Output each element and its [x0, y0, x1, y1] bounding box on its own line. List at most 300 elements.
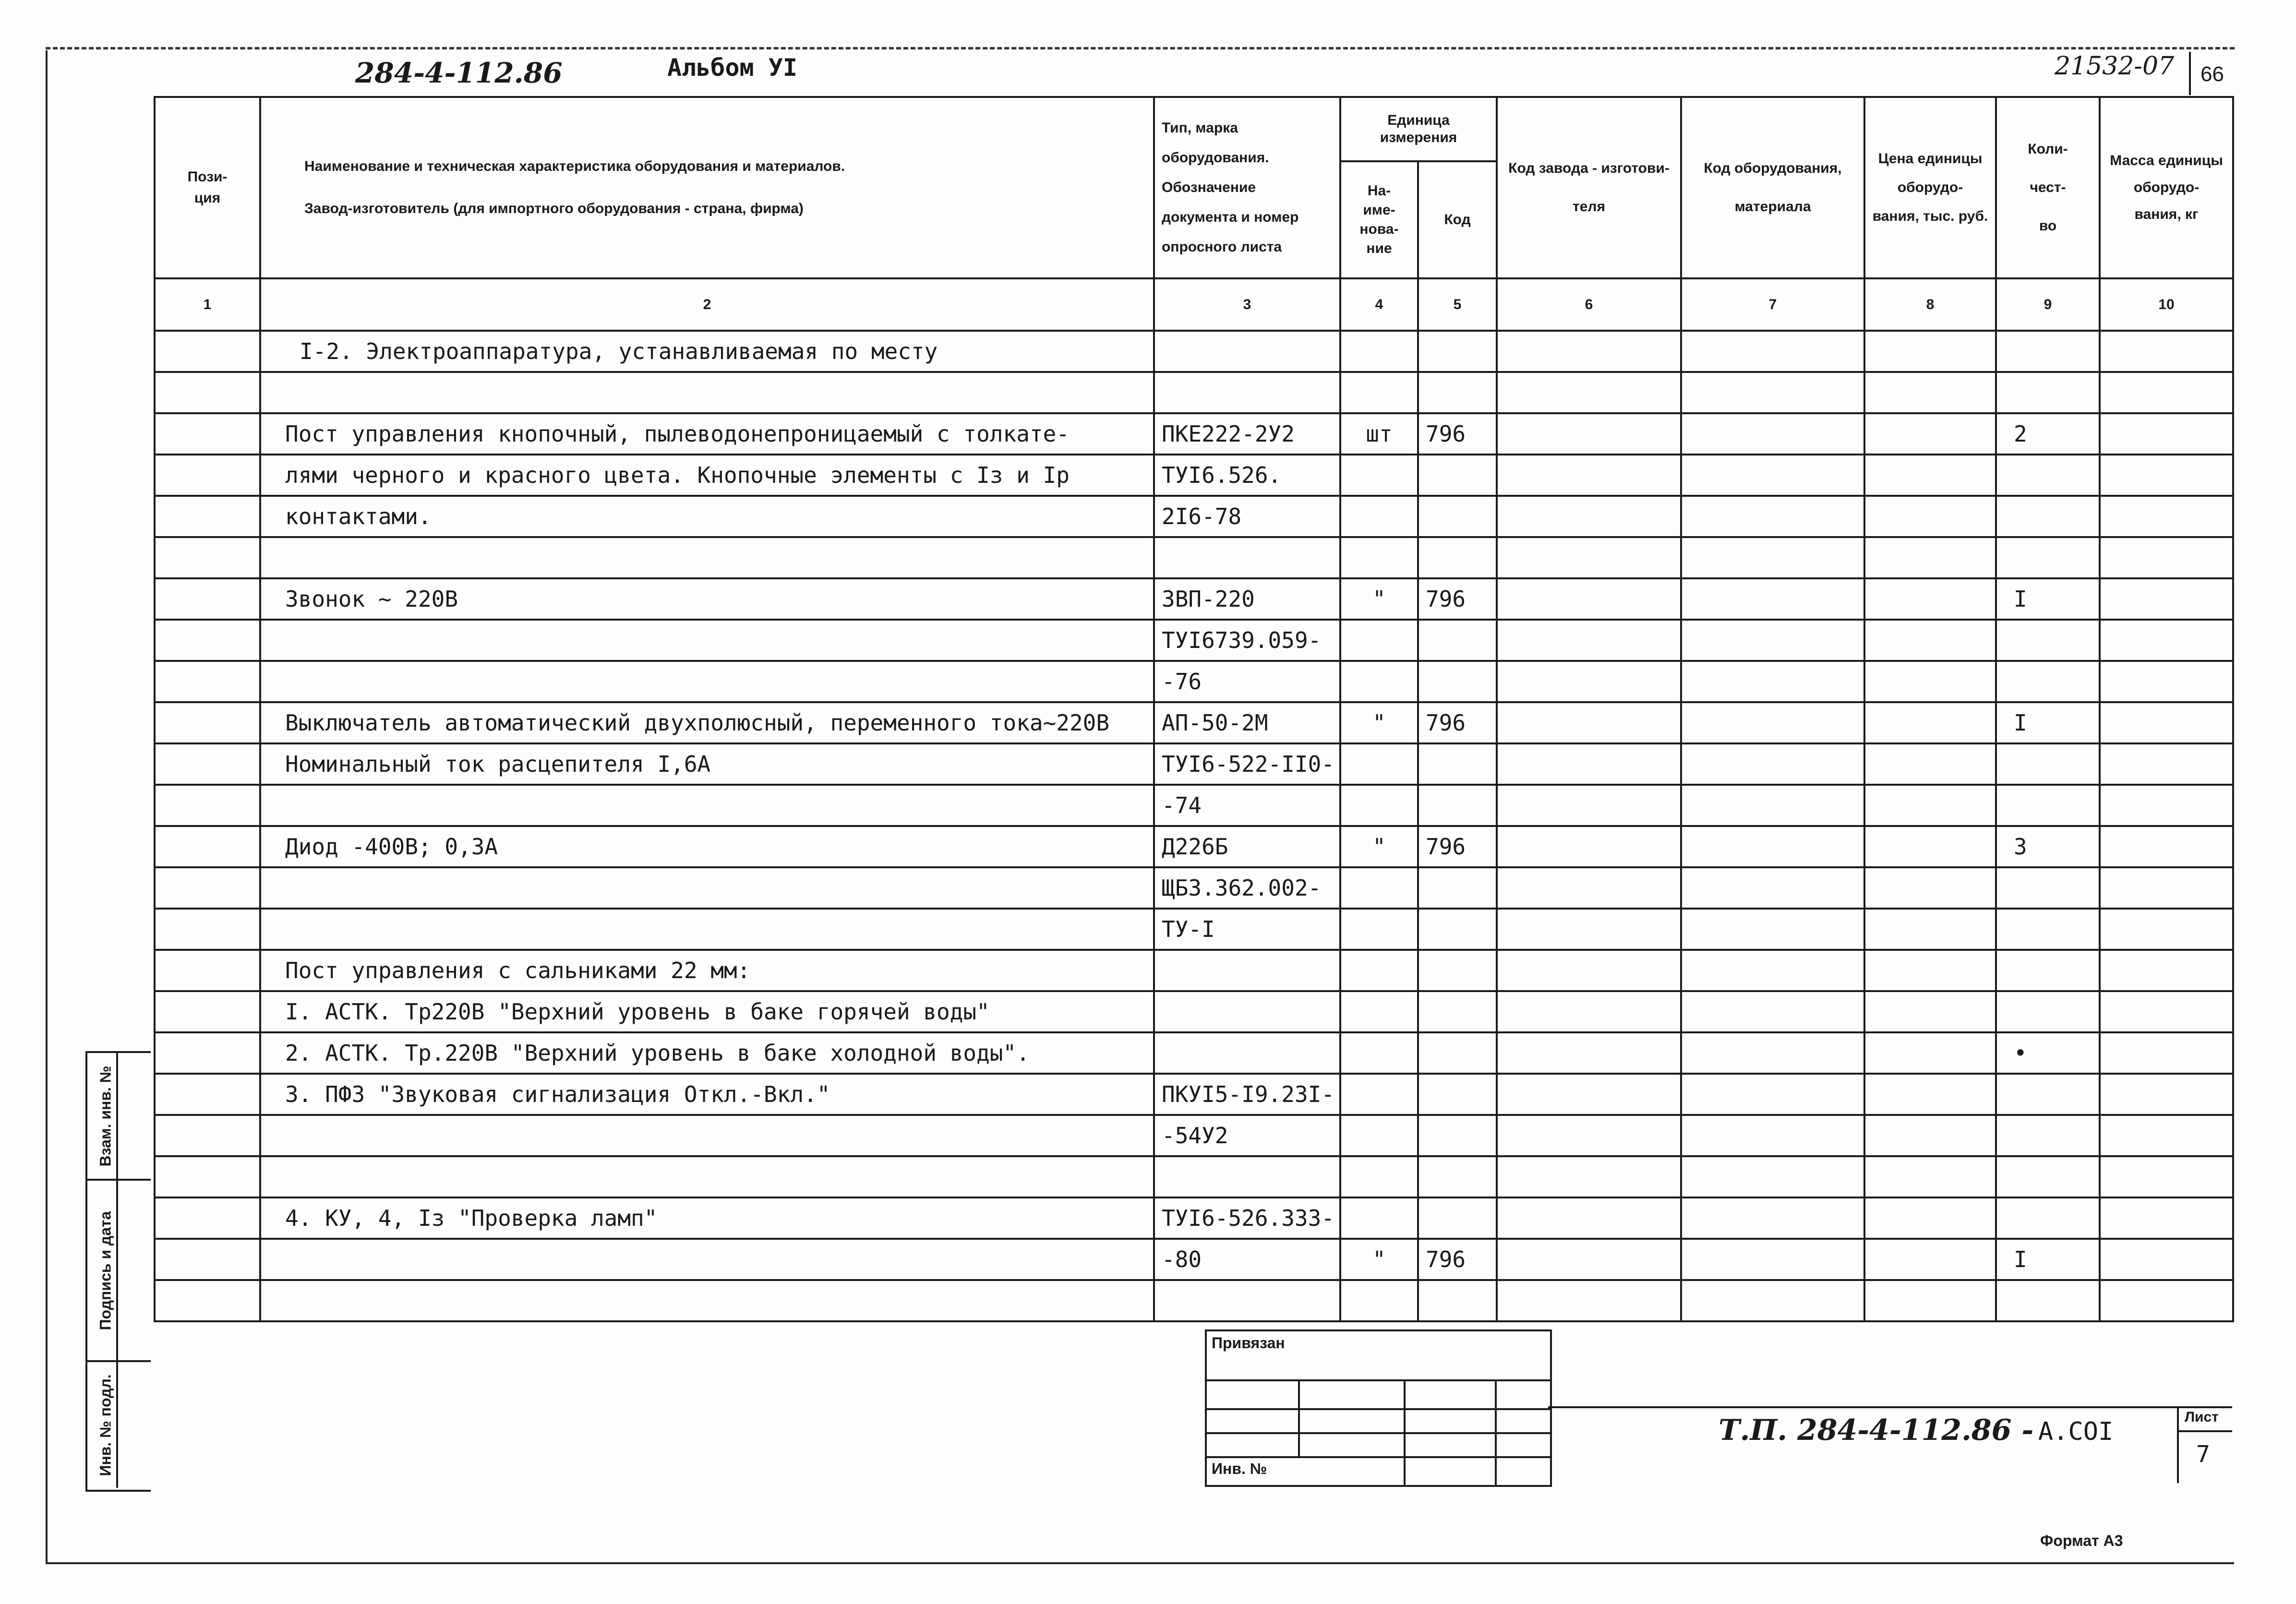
table-row [155, 1074, 2233, 1115]
cell-mass [2100, 1032, 2233, 1074]
side-cell-podpis [87, 1181, 151, 1362]
cell-factory-code [1497, 702, 1681, 743]
cell-position [155, 991, 260, 1032]
cell-position [155, 1239, 260, 1280]
cell-equipment-code [1681, 1280, 1864, 1321]
cell-name: 2. АСТК. Тр.220В "Верхний уровень в баке холодной воды". [260, 1032, 1154, 1074]
cell-factory-code [1497, 743, 1681, 785]
cell-unit [1340, 496, 1418, 537]
cell-factory-code [1497, 826, 1681, 867]
cell-price [1864, 578, 1996, 620]
cell-unit [1340, 1115, 1418, 1156]
cell-mass [2100, 496, 2233, 537]
cell-factory-code [1497, 785, 1681, 826]
header-type: Тип, марка оборудования. Обозначение документа и номер опросного листа [1154, 97, 1340, 278]
cell-type: ЩБ3.362.002- [1154, 867, 1340, 909]
cell-unit-code: 796 [1418, 413, 1497, 455]
cell-mass [2100, 578, 2233, 620]
table-row [155, 991, 2233, 1032]
cell-price [1864, 1197, 1996, 1239]
cell-factory-code [1497, 1197, 1681, 1239]
cell-unit [1340, 909, 1418, 950]
format-label: Формат А3 [2040, 1532, 2123, 1549]
doc-designation-suffix: А.СОI [2038, 1417, 2114, 1446]
cell-unit-code [1418, 620, 1497, 661]
cell-equipment-code [1681, 826, 1864, 867]
cell-equipment-code [1681, 1115, 1864, 1156]
cell-name: Пост управления кнопочный, пылеводонепроницаемый с толкате- [260, 413, 1154, 455]
cell-price [1864, 702, 1996, 743]
side-label-vzam [91, 1053, 120, 1179]
cell-factory-code [1497, 1115, 1681, 1156]
cell-factory-code [1497, 455, 1681, 496]
cell-name [260, 537, 1154, 578]
cell-type: ТУI6.526. [1154, 455, 1340, 496]
cell-factory-code [1497, 867, 1681, 909]
table-row [155, 537, 2233, 578]
cell-name: Звонок ~ 220В [260, 578, 1154, 620]
cell-factory-code [1497, 1032, 1681, 1074]
cell-mass [2100, 1239, 2233, 1280]
cell-unit-code [1418, 867, 1497, 909]
cell-type: ЗВП-220 [1154, 578, 1340, 620]
cell-mass [2100, 1156, 2233, 1197]
header-position: Пози- ция [155, 97, 260, 278]
table-row [155, 702, 2233, 743]
table-row [155, 743, 2233, 785]
page-number-box [2189, 52, 2234, 95]
cell-quantity [1996, 496, 2100, 537]
cell-mass [2100, 1197, 2233, 1239]
cell-equipment-code [1681, 991, 1864, 1032]
cell-unit-code [1418, 1115, 1497, 1156]
cell-type: -76 [1154, 661, 1340, 702]
cell-name [260, 661, 1154, 702]
cell-position [155, 1197, 260, 1239]
column-number: 4 [1340, 278, 1418, 331]
table-row [155, 455, 2233, 496]
cell-unit-code: 796 [1418, 702, 1497, 743]
cell-name [260, 909, 1154, 950]
cell-unit-code: 796 [1418, 1239, 1497, 1280]
cell-quantity [1996, 1197, 2100, 1239]
privyazan-rule [1207, 1408, 1550, 1410]
privyazan-label: Привязан [1212, 1334, 1285, 1352]
cell-factory-code [1497, 950, 1681, 991]
cell-unit-code [1418, 743, 1497, 785]
header-price: Цена единицы оборудо- вания, тыс. руб. [1864, 97, 1996, 278]
cell-quantity [1996, 909, 2100, 950]
cell-name [260, 372, 1154, 413]
cell-factory-code [1497, 1280, 1681, 1321]
table-row [155, 331, 2233, 372]
cell-name [260, 1115, 1154, 1156]
cell-position [155, 785, 260, 826]
cell-type: Д226Б [1154, 826, 1340, 867]
cell-equipment-code [1681, 1074, 1864, 1115]
specification-table [154, 96, 2234, 1322]
cell-price [1864, 743, 1996, 785]
cell-unit-code [1418, 372, 1497, 413]
doc-designation [1719, 1413, 2113, 1447]
column-number: 10 [2100, 278, 2233, 331]
cell-equipment-code [1681, 909, 1864, 950]
cell-position [155, 1280, 260, 1321]
table-row [155, 1032, 2233, 1074]
cell-unit [1340, 1156, 1418, 1197]
cell-unit [1340, 1074, 1418, 1115]
privyazan-block [1205, 1329, 1552, 1487]
cell-quantity [1996, 991, 2100, 1032]
table-row [155, 578, 2233, 620]
cell-mass [2100, 991, 2233, 1032]
cell-unit-code [1418, 1032, 1497, 1074]
cell-unit: " [1340, 1239, 1418, 1280]
column-number: 7 [1681, 278, 1864, 331]
cell-type [1154, 331, 1340, 372]
cell-factory-code [1497, 578, 1681, 620]
page-number: 66 [2200, 62, 2224, 86]
side-cell-vzam [87, 1053, 151, 1181]
cell-unit-code [1418, 537, 1497, 578]
cell-factory-code [1497, 496, 1681, 537]
cell-name: Пост управления с сальниками 22 мм: [260, 950, 1154, 991]
cell-factory-code [1497, 1239, 1681, 1280]
cell-name: Диод -400В; 0,3А [260, 826, 1154, 867]
cell-equipment-code [1681, 372, 1864, 413]
cell-position [155, 578, 260, 620]
table-row [155, 1197, 2233, 1239]
cell-equipment-code [1681, 702, 1864, 743]
table-row [155, 661, 2233, 702]
cell-unit [1340, 455, 1418, 496]
sheet-number: 7 [2196, 1441, 2210, 1468]
table-row [155, 496, 2233, 537]
cell-unit [1340, 372, 1418, 413]
cell-equipment-code [1681, 1032, 1864, 1074]
cell-name [260, 620, 1154, 661]
cell-mass [2100, 537, 2233, 578]
cell-quantity [1996, 1115, 2100, 1156]
side-stamp [85, 1051, 151, 1492]
table-row [155, 372, 2233, 413]
cell-quantity [1996, 785, 2100, 826]
cell-quantity [1996, 331, 2100, 372]
cell-type [1154, 950, 1340, 991]
cell-equipment-code [1681, 1197, 1864, 1239]
cell-name [260, 867, 1154, 909]
cell-price [1864, 826, 1996, 867]
cell-factory-code [1497, 1156, 1681, 1197]
cell-price [1864, 785, 1996, 826]
cell-factory-code [1497, 991, 1681, 1032]
privyazan-vrule [1495, 1379, 1497, 1485]
side-divider [116, 1053, 118, 1179]
cell-quantity [1996, 455, 2100, 496]
header-unit-group: Единица измерения [1340, 97, 1497, 161]
cell-price [1864, 991, 1996, 1032]
cell-equipment-code [1681, 620, 1864, 661]
cell-price [1864, 1032, 1996, 1074]
column-number: 2 [260, 278, 1154, 331]
cell-unit [1340, 1197, 1418, 1239]
cell-price [1864, 1115, 1996, 1156]
ref-number-handwritten: 21532-07 [2055, 52, 2175, 81]
cell-mass [2100, 455, 2233, 496]
column-number: 6 [1497, 278, 1681, 331]
cell-quantity [1996, 620, 2100, 661]
cell-equipment-code [1681, 1156, 1864, 1197]
doc-code-handwritten: 284-4-112.86 [355, 57, 563, 89]
cell-unit [1340, 950, 1418, 991]
cell-type: ТУ-I [1154, 909, 1340, 950]
privyazan-rule [1207, 1456, 1550, 1458]
column-number: 8 [1864, 278, 1996, 331]
cell-unit-code: 796 [1418, 826, 1497, 867]
cell-type [1154, 537, 1340, 578]
side-divider [116, 1181, 118, 1360]
cell-type: 2I6-78 [1154, 496, 1340, 537]
cell-price [1864, 620, 1996, 661]
cell-factory-code [1497, 1074, 1681, 1115]
cell-equipment-code [1681, 537, 1864, 578]
cell-name: 4. КУ, 4, Iз "Проверка ламп" [260, 1197, 1154, 1239]
cell-equipment-code [1681, 455, 1864, 496]
cell-type: ТУI6-522-II0- [1154, 743, 1340, 785]
cell-factory-code [1497, 372, 1681, 413]
cell-unit-code [1418, 909, 1497, 950]
cell-unit: " [1340, 702, 1418, 743]
header-unit-name: На- име- нова- ние [1340, 161, 1418, 278]
cell-name: Выключатель автоматический двухполюсный, переменного тока~220В [260, 702, 1154, 743]
cell-position [155, 743, 260, 785]
cell-mass [2100, 950, 2233, 991]
cell-type: -74 [1154, 785, 1340, 826]
cell-type: АП-50-2М [1154, 702, 1340, 743]
cell-unit [1340, 661, 1418, 702]
cell-equipment-code [1681, 661, 1864, 702]
cell-unit [1340, 620, 1418, 661]
column-number: 5 [1418, 278, 1497, 331]
header-quantity: Коли- чест- во [1996, 97, 2100, 278]
cell-type: ТУI6739.059- [1154, 620, 1340, 661]
cell-equipment-code [1681, 1239, 1864, 1280]
cell-unit-code [1418, 661, 1497, 702]
header-factory-code: Код завода - изготови- теля [1497, 97, 1681, 278]
cell-unit [1340, 1032, 1418, 1074]
cell-price [1864, 1074, 1996, 1115]
cell-price [1864, 455, 1996, 496]
cell-price [1864, 867, 1996, 909]
cell-unit-code [1418, 950, 1497, 991]
cell-mass [2100, 743, 2233, 785]
cell-unit [1340, 991, 1418, 1032]
side-label-podpis [91, 1181, 120, 1360]
cell-mass [2100, 826, 2233, 867]
cell-mass [2100, 372, 2233, 413]
cell-type: ТУI6-526.333- [1154, 1197, 1340, 1239]
table-row [155, 826, 2233, 867]
cell-factory-code [1497, 909, 1681, 950]
cell-factory-code [1497, 331, 1681, 372]
cell-unit-code [1418, 1197, 1497, 1239]
cell-price [1864, 1239, 1996, 1280]
cell-unit [1340, 743, 1418, 785]
cell-mass [2100, 867, 2233, 909]
cell-quantity [1996, 372, 2100, 413]
title-block-rule [1548, 1406, 2232, 1408]
cell-quantity: I [1996, 702, 2100, 743]
header-mass: Масса единицы оборудо- вания, кг [2100, 97, 2233, 278]
cell-equipment-code [1681, 950, 1864, 991]
cell-unit [1340, 867, 1418, 909]
cell-unit-code [1418, 455, 1497, 496]
cell-price [1864, 1156, 1996, 1197]
cell-unit-code: 796 [1418, 578, 1497, 620]
cell-name: I. АСТК. Тр220В "Верхний уровень в баке горячей воды" [260, 991, 1154, 1032]
cell-unit-code [1418, 1074, 1497, 1115]
cell-name: I-2. Электроаппаратура, устанавливаемая по месту [260, 331, 1154, 372]
cell-mass [2100, 1280, 2233, 1321]
cell-equipment-code [1681, 743, 1864, 785]
cell-position [155, 702, 260, 743]
cell-price [1864, 661, 1996, 702]
cell-quantity [1996, 743, 2100, 785]
cell-type: ПКЕ222-2У2 [1154, 413, 1340, 455]
side-text-inv: Инв. № подл. [96, 1374, 114, 1476]
cell-factory-code [1497, 413, 1681, 455]
cell-type [1154, 372, 1340, 413]
column-number: 1 [155, 278, 260, 331]
table-row [155, 1239, 2233, 1280]
privyazan-rule [1207, 1379, 1550, 1381]
cell-name: Номинальный ток расцепителя I,6А [260, 743, 1154, 785]
side-divider [116, 1362, 118, 1488]
cell-type [1154, 1280, 1340, 1321]
cell-position [155, 826, 260, 867]
cell-price [1864, 413, 1996, 455]
album-label: Альбом УI [667, 54, 797, 82]
doc-designation-hand: Т.П. 284-4-112.86 - [1719, 1413, 2034, 1447]
cell-quantity [1996, 1156, 2100, 1197]
cell-position [155, 1115, 260, 1156]
table-row [155, 909, 2233, 950]
table-row [155, 620, 2233, 661]
cell-mass [2100, 909, 2233, 950]
top-border-line [46, 47, 2235, 49]
cell-equipment-code [1681, 785, 1864, 826]
cell-type [1154, 1032, 1340, 1074]
table-row [155, 867, 2233, 909]
column-number: 9 [1996, 278, 2100, 331]
side-cell-inv [87, 1362, 151, 1488]
cell-unit-code [1418, 1156, 1497, 1197]
sheet-rule [2179, 1430, 2232, 1432]
side-label-inv [91, 1362, 120, 1488]
cell-quantity: • [1996, 1032, 2100, 1074]
cell-name: 3. ПФЗ "Звуковая сигнализация Откл.-Вкл." [260, 1074, 1154, 1115]
cell-type [1154, 991, 1340, 1032]
cell-quantity [1996, 950, 2100, 991]
cell-position [155, 661, 260, 702]
cell-unit [1340, 331, 1418, 372]
cell-mass [2100, 1074, 2233, 1115]
cell-quantity: 2 [1996, 413, 2100, 455]
header-equipment-code: Код оборудования, материала [1681, 97, 1864, 278]
cell-mass [2100, 413, 2233, 455]
privyazan-rule [1207, 1432, 1550, 1434]
cell-equipment-code [1681, 496, 1864, 537]
cell-equipment-code [1681, 578, 1864, 620]
cell-unit-code [1418, 496, 1497, 537]
cell-type: -54У2 [1154, 1115, 1340, 1156]
cell-position [155, 950, 260, 991]
cell-position [155, 372, 260, 413]
cell-unit-code [1418, 1280, 1497, 1321]
cell-equipment-code [1681, 413, 1864, 455]
table-row [155, 1156, 2233, 1197]
cell-position [155, 909, 260, 950]
cell-mass [2100, 785, 2233, 826]
cell-mass [2100, 661, 2233, 702]
cell-mass [2100, 331, 2233, 372]
cell-quantity [1996, 661, 2100, 702]
privyazan-vrule [1404, 1379, 1406, 1485]
cell-price [1864, 372, 1996, 413]
cell-price [1864, 1280, 1996, 1321]
cell-name [260, 1280, 1154, 1321]
cell-quantity [1996, 537, 2100, 578]
cell-position [155, 496, 260, 537]
cell-position [155, 455, 260, 496]
cell-position [155, 537, 260, 578]
cell-price [1864, 909, 1996, 950]
cell-price [1864, 537, 1996, 578]
cell-mass [2100, 1115, 2233, 1156]
table-row [155, 1115, 2233, 1156]
cell-unit [1340, 785, 1418, 826]
cell-type [1154, 1156, 1340, 1197]
cell-unit: " [1340, 826, 1418, 867]
cell-unit-code [1418, 785, 1497, 826]
inv-no-label: Инв. № [1212, 1460, 1267, 1477]
cell-factory-code [1497, 537, 1681, 578]
cell-name: лями черного и красного цвета. Кнопочные элементы с Iз и Iр [260, 455, 1154, 496]
cell-type: -80 [1154, 1239, 1340, 1280]
cell-position [155, 1074, 260, 1115]
cell-unit-code [1418, 991, 1497, 1032]
cell-mass [2100, 702, 2233, 743]
cell-position [155, 620, 260, 661]
cell-unit: " [1340, 578, 1418, 620]
cell-unit [1340, 537, 1418, 578]
cell-name [260, 1156, 1154, 1197]
cell-type: ПКУI5-I9.23I- [1154, 1074, 1340, 1115]
cell-quantity: I [1996, 1239, 2100, 1280]
cell-equipment-code [1681, 331, 1864, 372]
cell-quantity [1996, 1280, 2100, 1321]
cell-name: контактами. [260, 496, 1154, 537]
cell-mass [2100, 620, 2233, 661]
cell-quantity: I [1996, 578, 2100, 620]
side-text-vzam: Взам. инв. № [96, 1065, 114, 1166]
cell-factory-code [1497, 661, 1681, 702]
cell-position [155, 1156, 260, 1197]
cell-factory-code [1497, 620, 1681, 661]
cell-unit: шт [1340, 413, 1418, 455]
cell-price [1864, 950, 1996, 991]
cell-position [155, 867, 260, 909]
